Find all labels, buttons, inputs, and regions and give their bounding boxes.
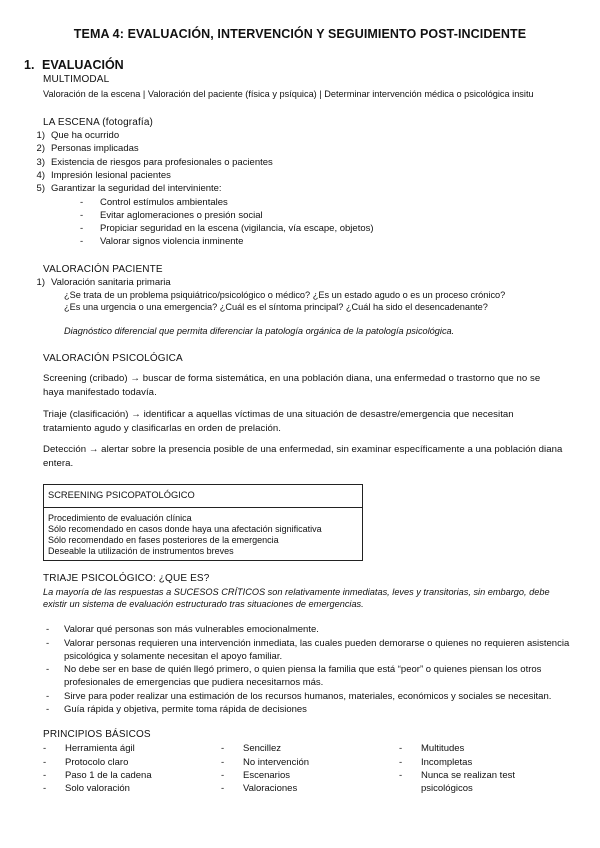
principio-item-continuation: psicológicos — [421, 783, 473, 794]
paciente-heading: VALORACIÓN PACIENTE — [43, 264, 163, 275]
paciente-question: ¿Se trata de un problema psiquiátrico/psicológico o médico? ¿Es un estado agudo o es un proceso crónico? — [64, 290, 506, 300]
screening-box-item: Deseable la utilización de instrumentos breves — [48, 546, 234, 556]
triaje-heading: TRIAJE PSICOLÓGICO: ¿QUE ES? — [43, 573, 210, 584]
principio-item: - Multitudes — [399, 743, 465, 754]
screening-box-heading: SCREENING PSICOPATOLÓGICO — [48, 490, 195, 500]
sub-list-item: - Evitar aglomeraciones o presión social — [80, 210, 263, 221]
multimodal-summary: Valoración de la escena | Valoración del paciente (física y psíquica) | Determinar intervención médica o psicológica insitu — [43, 89, 534, 99]
triaje-bullet: - Sirve para poder realizar una estimación de los recursos humanos, materiales, económicos y sociales se necesitan. — [46, 691, 552, 702]
list-item: 5) Garantizar la seguridad del interviniente: — [36, 183, 222, 194]
screening-box-item: Sólo recomendado en fases posteriores de la emergencia — [48, 535, 279, 545]
triaje-bullet: - Valorar qué personas son más vulnerables emocionalmente. — [46, 624, 319, 635]
paciente-question: ¿Es una urgencia o una emergencia? ¿Cuál es el síntoma principal? ¿Cuál ha sido el desencadenante? — [64, 302, 488, 312]
triaje-paragraph: Triaje (clasificación) → identificar a aquellas víctimas de una situación de desastre/emergencia que necesitan tratamiento agudo y clasificarlas en orden de prelación. — [43, 409, 514, 434]
principio-item: - Herramienta ágil — [43, 743, 135, 754]
screening-box — [43, 484, 363, 561]
list-item: 1) Que ha ocurrido — [36, 130, 120, 141]
section-number: 1. — [24, 58, 35, 72]
list-item: 2) Personas implicadas — [36, 143, 139, 154]
principio-item: - Protocolo claro — [43, 757, 129, 768]
principio-item: - Valoraciones — [221, 783, 298, 794]
principios-heading: PRINCIPIOS BÁSICOS — [43, 729, 151, 740]
screening-box-item: Procedimiento de evaluación clínica — [48, 513, 192, 523]
section-title: EVALUACIÓN — [42, 58, 124, 72]
triaje-bullet: - Guía rápida y objetiva, permite toma rápida de decisiones — [46, 704, 307, 715]
principio-item: - Nunca se realizan test — [399, 770, 515, 781]
principio-item: - Sencillez — [221, 743, 282, 754]
principio-item: - Incompletas — [399, 757, 473, 768]
deteccion-paragraph: Detección → alertar sobre la presencia posible de una enfermedad, sin examinar específicamente a una población diana entera. — [43, 444, 563, 469]
principio-item: - Solo valoración — [43, 783, 130, 794]
principio-item: - No intervención — [221, 757, 310, 768]
list-item: 1) Valoración sanitaria primaria — [36, 277, 171, 288]
psicologica-heading: VALORACIÓN PSICOLÓGICA — [43, 353, 183, 364]
document-title: TEMA 4: EVALUACIÓN, INTERVENCIÓN Y SEGUIMIENTO POST-INCIDENTE — [73, 27, 527, 41]
screening-box-item: Sólo recomendado en casos donde haya una afectación significativa — [48, 524, 322, 534]
paciente-note: Diagnóstico diferencial que permita diferenciar la patología orgánica de la patología psicológica. — [64, 326, 455, 336]
screening-box-divider — [44, 507, 362, 508]
sub-list-item: - Propiciar seguridad en la escena (vigilancia, vía escape, objetos) — [80, 223, 374, 234]
sub-list-item: - Control estímulos ambientales — [80, 197, 228, 208]
principio-item: - Paso 1 de la cadena — [43, 770, 152, 781]
list-item: 3) Existencia de riesgos para profesionales o pacientes — [36, 157, 273, 168]
section-heading — [24, 58, 124, 72]
triaje-intro: La mayoría de las respuestas a SUCESOS CRÍTICOS son relativamente inmediatas, leves y transitorias, sin embargo, debe existir un sistema de evaluación estructurado tras situaciones de emergencias. — [43, 587, 550, 609]
triaje-bullet: - No debe ser en base de quién llegó primero, o quien piensa la familia que está “peor” o quienes piensan los otros profesionales de emergencias que pudiera necesitarnos más. — [46, 664, 542, 688]
list-item: 4) Impresión lesional pacientes — [36, 170, 171, 181]
triaje-bullet: - Valorar personas requieren una intervención inmediata, las cuales pueden demorarse o quienes no requieren asistencia psicológica y solamente necesitan el apoyo familiar. — [46, 638, 570, 662]
sub-list-item: - Valorar signos violencia inminente — [80, 236, 244, 247]
multimodal-subheading: MULTIMODAL — [43, 74, 110, 85]
principio-item: - Escenarios — [221, 770, 290, 781]
escena-heading: LA ESCENA (fotografía) — [43, 117, 154, 128]
screening-paragraph: Screening (cribado) → buscar de forma sistemática, en una población diana, una enfermedad o trastorno que no se haya manifestado todavía. — [43, 373, 541, 398]
